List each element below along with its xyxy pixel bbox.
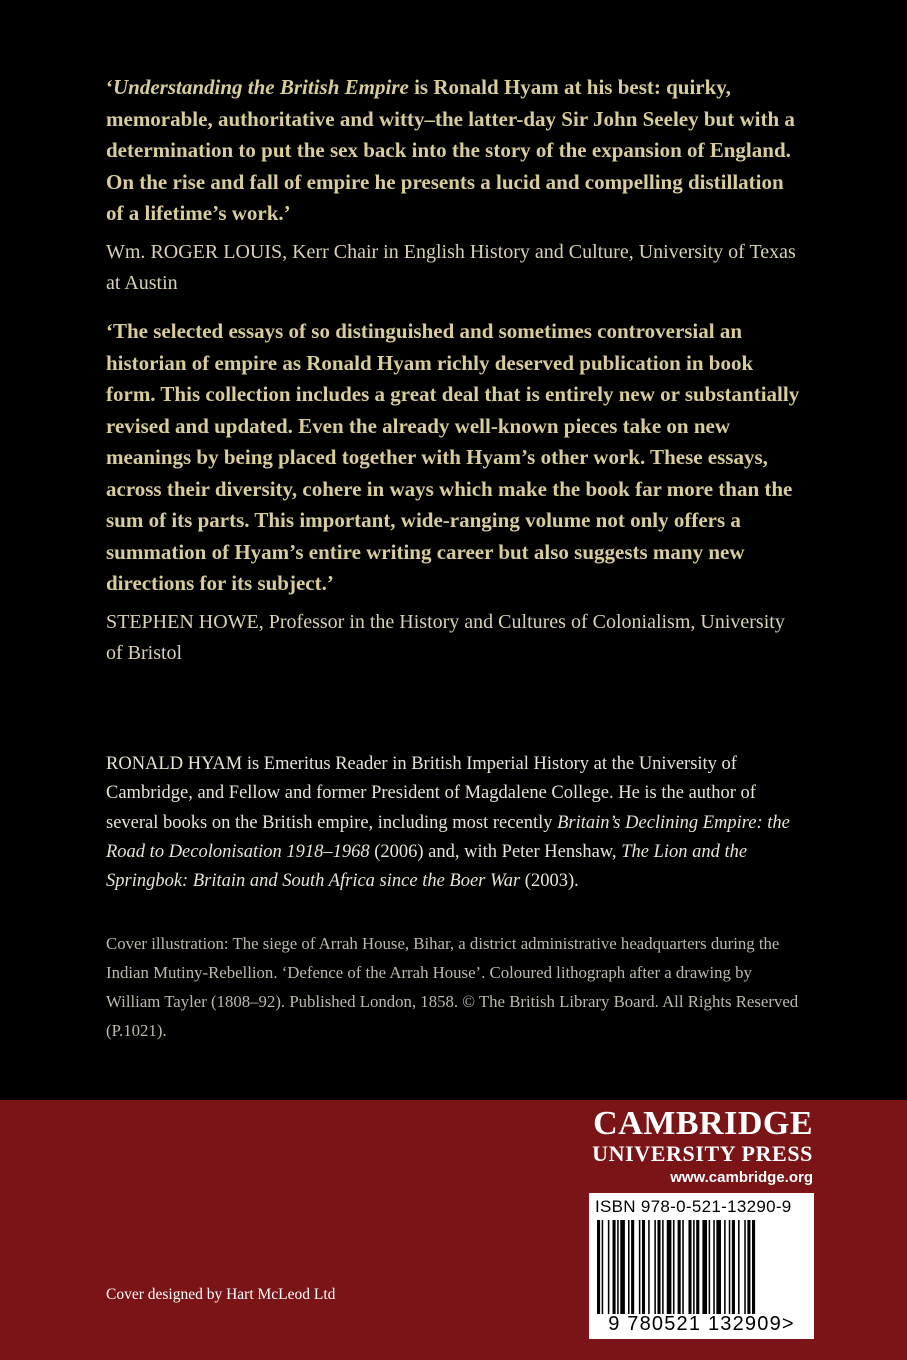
quote-book-title: Understanding the British Empire [113, 75, 409, 99]
barcode-bar [662, 1220, 664, 1314]
barcode-bar [732, 1220, 735, 1314]
barcode-bar [747, 1220, 750, 1314]
barcode-bar [713, 1220, 715, 1314]
publisher-subname: UNIVERSITY PRESS [592, 1141, 813, 1166]
bio-text: is Emeritus Reader in British Imperial History at the University of Cambridge, and Fellow and former President of Magdalene College. He is the author of several books on the British empire, including most recently [106, 754, 756, 833]
quote-text [106, 72, 806, 230]
barcode-bar [642, 1220, 645, 1314]
barcode-bar [729, 1220, 731, 1314]
quote-attribution [106, 607, 806, 669]
barcode-bar [608, 1220, 610, 1314]
barcode-bar [744, 1220, 746, 1314]
barcode-bar [613, 1220, 616, 1314]
barcode-bar [620, 1220, 625, 1314]
barcode-bar [702, 1220, 707, 1314]
author-affiliation: , Professor in the History and Cultures of Colonialism, University of Bristol [106, 610, 785, 664]
cover-illustration-credit: Cover illustration: The siege of Arrah House, Bihar, a district administrative headquarters during the Indian Mutiny-Rebellion. ‘Defence of the Arrah House’. Coloured lithograph after a drawing by William Tayler (1808–92). Published London, 1858. © The British Library Board. All Rights Reserved (P.1021). [106, 934, 799, 1040]
review-quote-louis [106, 72, 806, 299]
barcode-end-mark: > [781, 1313, 795, 1335]
barcode-bar [709, 1220, 711, 1314]
quote-attribution [106, 237, 806, 299]
barcode-bar [688, 1220, 691, 1314]
barcode-bar [752, 1220, 755, 1314]
barcode-digit-text: 9 780521 132909 [608, 1313, 782, 1335]
barcode-bar [678, 1220, 681, 1314]
quote-open-mark: ‘ [106, 75, 113, 99]
barcode-bar [667, 1220, 672, 1314]
author-affiliation: , Kerr Chair in English History and Culture, University of Texas at Austin [106, 240, 796, 294]
barcode-bar [738, 1220, 740, 1314]
isbn-barcode [589, 1193, 814, 1339]
bio-text: (2003). [520, 871, 579, 892]
barcode-bar [654, 1220, 656, 1314]
quote-body: is Ronald Hyam at his best: quirky, memorable, authoritative and witty–the latter-day Sir John Seeley but with a determination to put the sex back into the story of the expansion of England. On the rise and fall of empire he presents a lucid and compelling distillation of a lifetime’s work.’ [106, 75, 795, 225]
bio-author-name: RONALD HYAM [106, 754, 243, 774]
bio-text: (2006) and, with Peter Henshaw, [369, 841, 622, 862]
barcode-bar [696, 1220, 699, 1314]
barcode-bars [597, 1220, 797, 1314]
publisher-logo [592, 1106, 813, 1188]
barcode-bar [648, 1220, 650, 1314]
author-name: STEPHEN HOWE [106, 610, 259, 633]
barcode-bar [628, 1220, 630, 1314]
barcode-bar [617, 1220, 619, 1314]
barcode-bar [682, 1220, 684, 1314]
barcode-digits [589, 1313, 814, 1336]
isbn-label: ISBN 978-0-521-13290-9 [595, 1197, 792, 1216]
barcode-bar [673, 1220, 675, 1314]
bio-book-title: Britain’s Declining Empire: the Road to Decolonisation 1918–1968 [106, 812, 790, 862]
barcode-bar [631, 1220, 634, 1314]
review-quote-howe [106, 316, 806, 669]
author-name: ROGER LOUIS [150, 240, 283, 263]
bio-book-title: The Lion and the Springbok: Britain and South Africa since the Boer War [106, 841, 748, 892]
barcode-bar [724, 1220, 726, 1314]
cover-design-credit: Cover designed by Hart McLeod Ltd [106, 1286, 336, 1303]
barcode-bar [716, 1220, 721, 1314]
author-prefix: Wm. [106, 240, 146, 263]
publisher-url: www.cambridge.org [670, 1169, 813, 1186]
barcode-bar [602, 1220, 604, 1314]
barcode-bar [639, 1220, 641, 1314]
barcode-bar [597, 1220, 600, 1314]
publisher-name: CAMBRIDGE [593, 1105, 813, 1142]
barcode-bar [657, 1220, 660, 1314]
author-bio [106, 750, 806, 896]
quote-text: ‘The selected essays of so distinguished and sometimes controversial an historian of empire as Ronald Hyam richly deserved publication in book form. This collection includes a great deal that is entirely new or substantially revised and updated. Even the already well-known pieces take on new meanings by being placed together with Hyam’s other work. These essays, across their diversity, cohere in ways which make the book far more than the sum of its parts. This important, wide-ranging volume not only offers a summation of Hyam’s entire writing career but also suggests many new directions for its subject.’ [106, 319, 800, 595]
barcode-bar [693, 1220, 695, 1314]
